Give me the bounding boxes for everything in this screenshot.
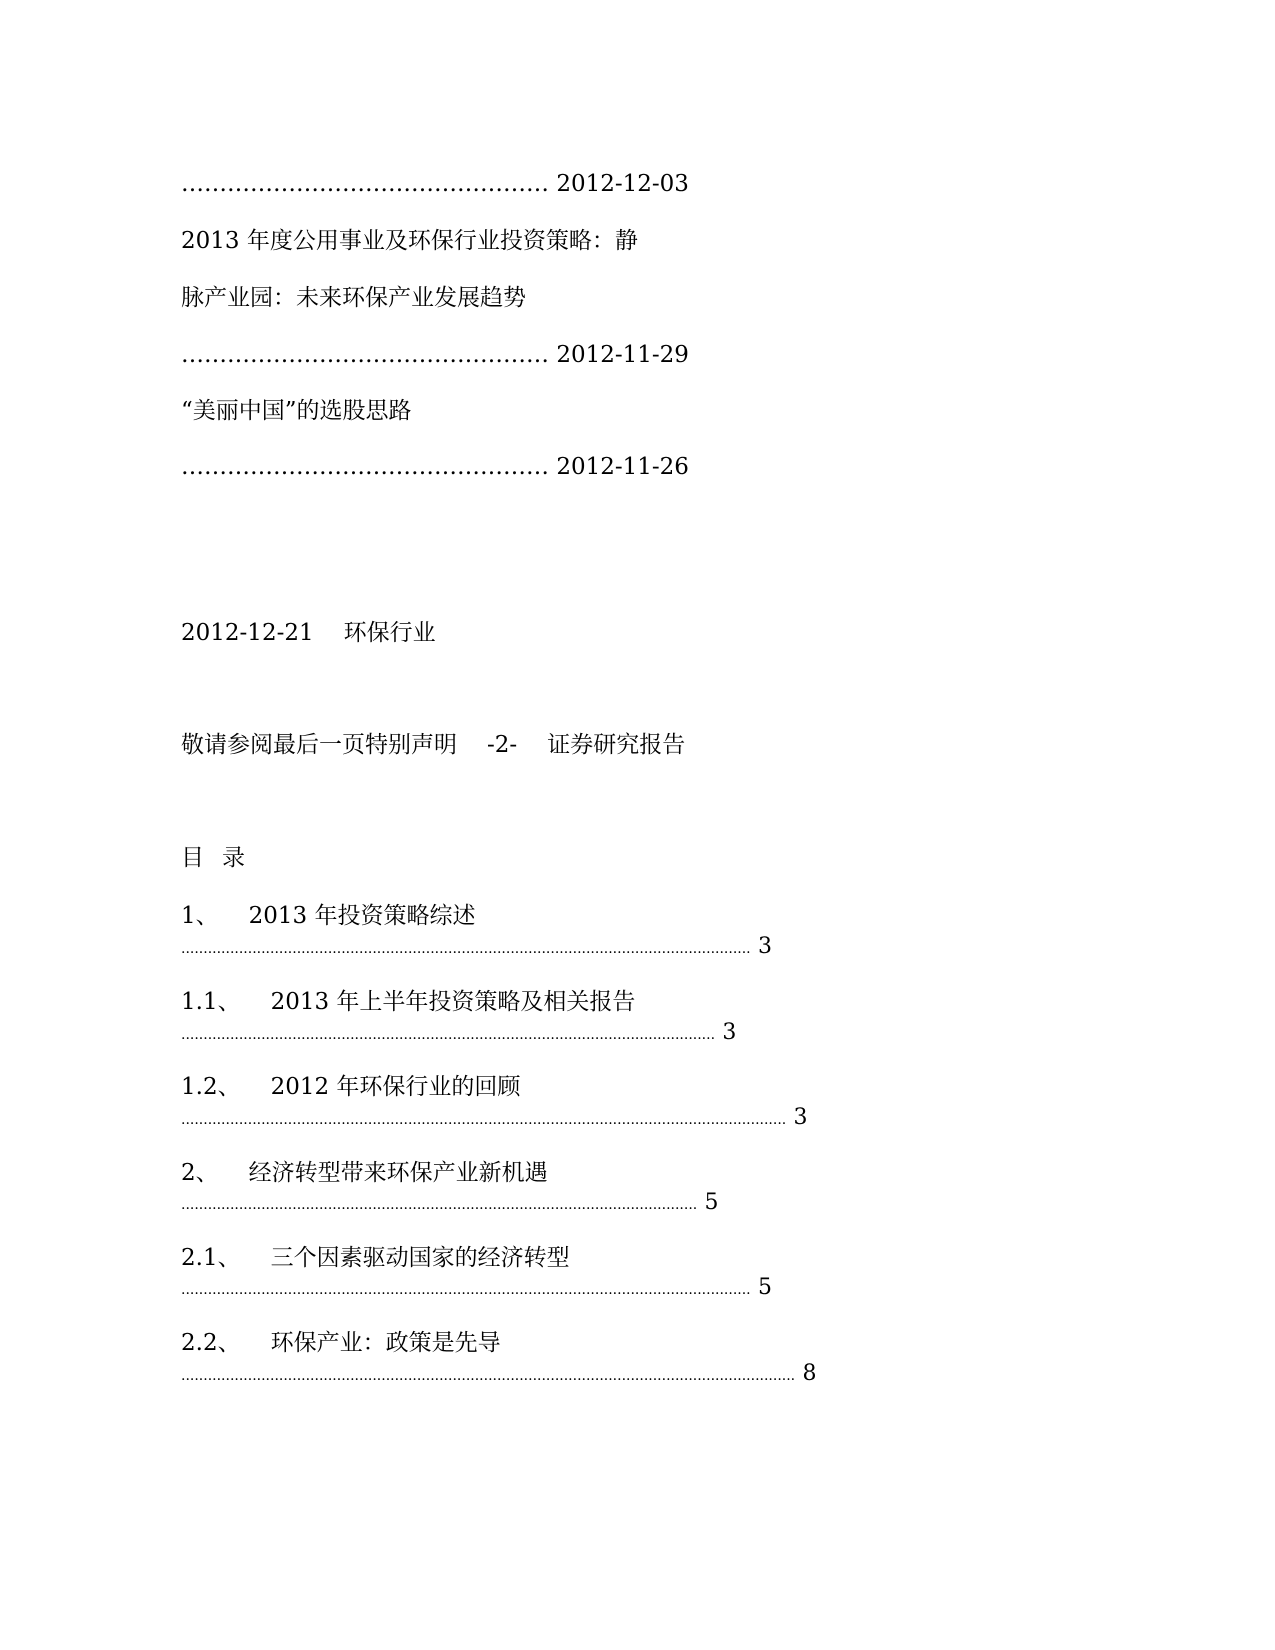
leader-dots: ................................................................................................................................ (181, 1282, 751, 1298)
toc-page-number: 5 (704, 1190, 719, 1215)
leader-dots: .......................................................................................................................................... (181, 1368, 796, 1384)
report-type-label: 证券研究报告 (547, 732, 686, 758)
meta-industry: 环保行业 (343, 620, 436, 646)
toc-entry-title[interactable]: 2.1、 三个因素驱动国家的经济转型 (181, 1245, 570, 1271)
report-2-dateline (181, 339, 689, 371)
toc-entry-title[interactable]: 2、 经济转型带来环保产业新机遇 (181, 1160, 548, 1186)
toc-page-number: 3 (722, 1020, 737, 1045)
leader-dots: ………………………………………… (181, 342, 549, 368)
meta-date: 2012-12-21 (181, 620, 314, 646)
report-2-title-line-1: 2013 年度公用事业及环保行业投资策略：静 (181, 228, 638, 254)
report-3-title: “美丽中国”的选股思路 (181, 398, 412, 424)
toc-entry-leader[interactable] (181, 1016, 736, 1051)
toc-page-number: 3 (757, 934, 772, 959)
toc-entry-leader[interactable] (181, 1101, 808, 1136)
toc-heading: 目 录 (181, 845, 245, 871)
toc-entry-title[interactable]: 1、 2013 年投资策略综述 (181, 903, 476, 929)
leader-dots: ................................................................................................................................ (181, 941, 751, 957)
leader-dots: ........................................................................................................................................ (181, 1112, 787, 1128)
toc-entry-leader[interactable] (181, 1271, 772, 1306)
toc-entry-title[interactable]: 2.2、 环保产业：政策是先导 (181, 1330, 501, 1356)
report-date: 2012-11-29 (556, 342, 689, 368)
toc-page-number: 5 (757, 1275, 772, 1300)
report-date: 2012-12-03 (556, 171, 689, 197)
report-meta (181, 617, 436, 649)
toc-entry-leader[interactable] (181, 1186, 719, 1221)
report-3-dateline (181, 451, 689, 483)
toc-page-number: 8 (802, 1361, 817, 1386)
toc-entry-leader[interactable] (181, 1357, 816, 1392)
leader-dots: ………………………………………… (181, 454, 549, 480)
page-number: -2- (487, 732, 518, 758)
leader-dots: ........................................................................................................................ (181, 1027, 716, 1043)
report-1-dateline (181, 168, 689, 200)
report-2-title-line-2: 脉产业园：未来环保产业发展趋势 (181, 285, 526, 311)
report-date: 2012-11-26 (556, 454, 689, 480)
toc-page-number: 3 (793, 1105, 808, 1130)
toc-entry-title[interactable]: 1.2、 2012 年环保行业的回顾 (181, 1074, 521, 1100)
leader-dots: .................................................................................................................... (181, 1197, 698, 1213)
toc-entry-leader[interactable] (181, 930, 772, 965)
toc-entry-title[interactable]: 1.1、 2013 年上半年投资策略及相关报告 (181, 989, 636, 1015)
leader-dots: ………………………………………… (181, 171, 549, 197)
page-footer (181, 729, 685, 761)
disclaimer-notice: 敬请参阅最后一页特别声明 (181, 732, 457, 758)
